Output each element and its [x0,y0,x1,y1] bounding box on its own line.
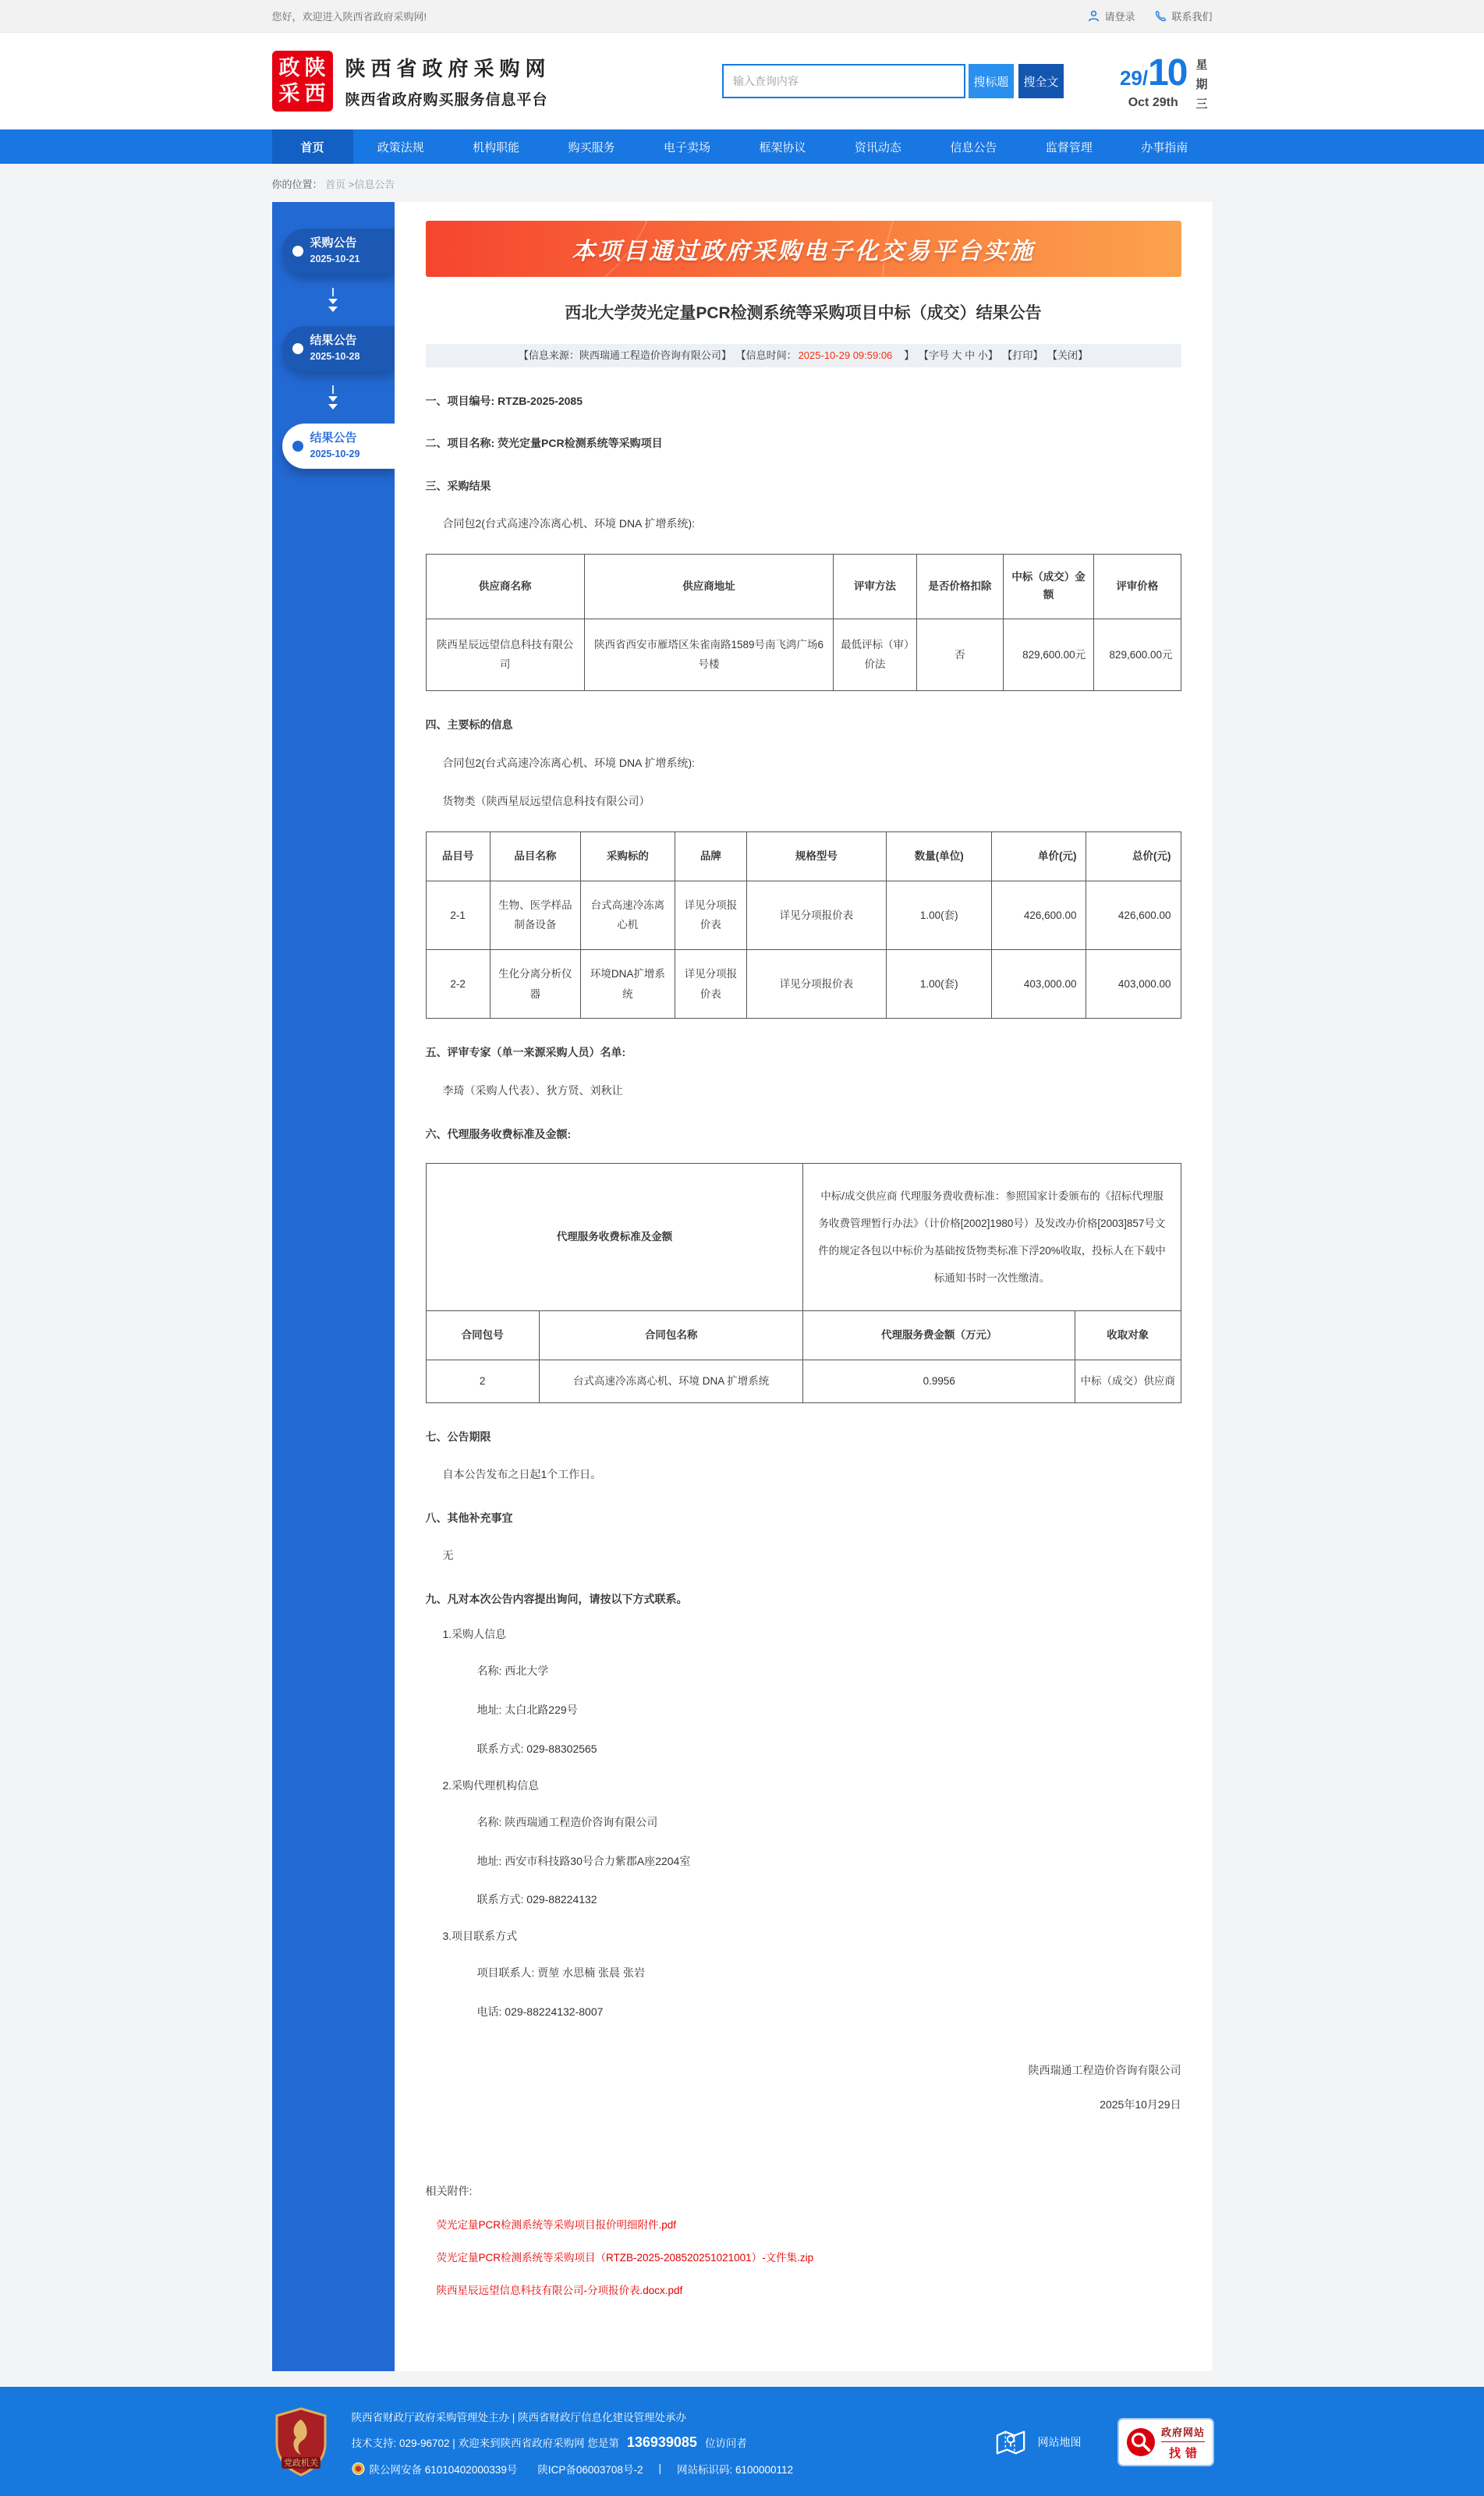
user-icon [1088,10,1100,22]
table-cell: 426,600.00 [992,881,1086,949]
timeline-item-purchase-notice[interactable] [282,229,395,274]
table-header: 是否价格扣除 [916,554,1003,619]
government-emblem-icon [272,2407,330,2477]
nav-item-supervision[interactable]: 监督管理 [1045,140,1093,154]
login-label: 请登录 [1104,11,1135,23]
contact-line: 联系方式: 029-88224132 [476,1893,597,1906]
nav-item-functions[interactable]: 机构职能 [473,140,520,154]
footer-support-line [352,2434,794,2451]
table-header: 评审价格 [1094,554,1181,619]
attachment-link-pdf[interactable]: 荧光定量PCR检测系统等采购项目报价明细附件.pdf [436,2219,677,2232]
police-badge-icon [352,2462,365,2476]
table-cell: 2 [426,1360,539,1402]
table-cell: 代理服务收费标准及金额 [426,1163,803,1310]
contact-group-title: 1.采购人信息 [442,1628,507,1641]
banner-text: 本项目通过政府采购电子化交易平台实施 [572,239,1035,264]
attachment-link-zip[interactable]: 荧光定量PCR检测系统等采购项目（RTZB-2025-208520251021001）-文件集.zip [436,2252,814,2264]
table-cell: 829,600.00元 [1094,619,1181,690]
footer-registration-line [352,2461,794,2476]
sitemap-link[interactable] [994,2427,1082,2458]
signature-company: 陕西瑞通工程造价咨询有限公司 [1028,2063,1181,2076]
breadcrumb-trail[interactable]: 首页 >信息公告 [325,179,395,190]
contact-line: 联系方式: 029-88302565 [476,1742,597,1755]
table-cell: 403,000.00 [1086,950,1181,1019]
search-box [722,64,1064,98]
site-name: 陕西省政府采购网 [345,57,551,80]
table-cell: 中标/成交供应商 代理服务费收费标准：参照国家计委颁布的《招标代理服务收费管理暂行办法》（计价格[2002]1980号）及发改办价格[2003]857号文件的规定各包以中标价为基础按货物类标准下浮20%收取，投标人在下载中标通知书时一次性缴清。 [803,1163,1181,1310]
table-header-row [426,554,1181,619]
section-3-heading: 三、采购结果 [425,479,491,492]
table-cell: 1.00(套) [886,881,992,949]
table-cell: 2-2 [426,950,490,1019]
nav-item-purchase-services[interactable]: 购买服务 [568,140,615,154]
table-header-row [426,1311,1181,1360]
footer-organizer-line: 陕西省财政厅政府采购管理处主办 | 陕西省财政厅信息化建设管理处承办 [351,2411,687,2423]
weekday-label [1195,51,1207,112]
footer-support-suffix: 位访问者 [704,2438,747,2450]
package-line: 合同包2(台式高速冷冻离心机、环境 DNA 扩增系统): [442,517,696,530]
contact-line: 名称: 西北大学 [476,1665,549,1678]
table-header: 规格型号 [746,832,886,881]
timeline-item-result-notice-2[interactable] [282,424,395,469]
emblem-label: 党政机关 [283,2459,318,2469]
section-8-heading: 八、其他补充事宜 [425,1511,513,1524]
section-2-label: 二、项目名称: [425,437,495,450]
section-2-heading [426,434,1181,452]
table-row [426,619,1181,690]
article-meta-bar [426,344,1181,367]
weekday-char: 星 [1195,58,1208,72]
timeline-item-label: 结果公告 [310,431,357,445]
nav-item-emall[interactable]: 电子卖场 [664,140,711,154]
nav-item-framework[interactable]: 框架协议 [759,140,806,154]
timeline-item-label: 结果公告 [310,333,357,347]
table-header: 合同包号 [426,1311,539,1360]
contact-group-title: 2.采购代理机构信息 [442,1778,540,1792]
weekday-char: 三 [1195,97,1208,111]
table-header: 中标（成交）金额 [1003,554,1093,619]
nav-item-guide[interactable]: 办事指南 [1141,140,1188,154]
signature-block [426,2053,1181,2123]
table-cell: 详见分项报价表 [675,881,746,949]
section-5-heading: 五、评审专家（单一来源采购人员）名单: [425,1046,626,1059]
table-cell: 生物、医学样品制备设备 [490,881,580,949]
table-header: 供应商地址 [584,554,833,619]
beian-number[interactable]: 陕公网安备 61010402000339号 [369,2463,518,2476]
welcome-text: 您好，欢迎进入陕西省政府采购网! [271,11,427,23]
visitor-count: 136939085 [626,2434,697,2450]
table-row [426,950,1181,1019]
breadcrumb-label: 你的位置： [271,179,323,190]
timeline-dot-icon [292,246,303,257]
section-4-heading: 四、主要标的信息 [425,718,513,732]
meta-time-close: 】 [894,349,915,361]
contact-line: 地址: 西安市科技路30号合力紫郡A座2204室 [476,1854,691,1867]
font-size-controls[interactable]: 【字号 大 中 小】 [918,349,998,361]
table-header: 品牌 [675,832,746,881]
site-logo[interactable] [272,51,333,112]
timeline-item-date: 2025-10-21 [310,254,360,264]
agency-fee-table [426,1163,1181,1403]
section-6-heading: 六、代理服务收费标准及金额: [425,1127,572,1140]
nav-item-home[interactable]: 首页 [272,129,353,164]
nav-item-news[interactable]: 资讯动态 [854,140,901,154]
table-cell: 2-1 [426,881,490,949]
site-subtitle: 陕西省政府购买服务信息平台 [345,92,548,108]
contact-line: 项目联系人: 贾堃 水思楠 张晨 张岩 [476,1966,645,1980]
table-cell: 陕西省西安市雁塔区朱雀南路1589号南飞鸿广场6号楼 [584,619,833,690]
project-number: RTZB-2025-2085 [498,395,583,407]
nav-item-announcements[interactable]: 信息公告 [950,140,997,154]
sitemap-label: 网站地图 [1037,2436,1082,2449]
meta-source: 【信息来源：陕西瑞通工程造价咨询有限公司】 [518,349,731,361]
table-cell: 否 [916,619,1003,690]
timeline-item-date: 2025-10-28 [310,351,360,362]
search-input[interactable] [722,64,965,98]
date-widget [1120,51,1208,112]
table-cell: 829,600.00元 [1003,619,1093,690]
contact-link[interactable] [1155,9,1212,23]
project-name: 荧光定量PCR检测系统等采购项目 [498,437,663,450]
timeline-item-result-notice-1[interactable] [282,326,395,371]
table-header: 单价(元) [992,832,1086,881]
contact-line: 名称: 陕西瑞通工程造价咨询有限公司 [476,1815,658,1828]
site-error-report-badge[interactable] [1119,2420,1213,2465]
meta-time-label: 【信息时间： [735,349,797,361]
timeline-arrow-icon [272,385,395,410]
contact-line: 电话: 029-88224132-8007 [476,2005,604,2018]
site-footer [0,2387,1484,2496]
category-line: 货物类（陕西星辰远望信息科技有限公司） [442,795,650,808]
table-cell: 陕西星辰远望信息科技有限公司 [426,619,584,690]
table-cell: 最低评标（审）价法 [834,619,916,690]
attachment-link-docx-pdf[interactable]: 陕西星辰远望信息科技有限公司-分项报价表.docx.pdf [436,2285,683,2297]
main-nav [0,129,1484,164]
section-1-label: 一、项目编号: [425,395,495,407]
search-title-button[interactable]: 搜标题 [969,64,1014,98]
breadcrumb [272,164,1213,202]
table-header: 评审方法 [834,554,916,619]
footer-divider: | [658,2462,661,2475]
announcement-period: 自本公告发布之日起1个工作日。 [442,1467,602,1480]
table-header: 品目名称 [490,832,580,881]
phone-icon [1155,10,1167,22]
table-row [426,1360,1181,1402]
icp-number[interactable]: 陕ICP备06003708号-2 [537,2463,643,2476]
table-header: 数量(单位) [886,832,992,881]
table-cell: 1.00(套) [886,950,992,1019]
table-header-row [426,832,1181,881]
timeline-arrow-icon [272,288,395,312]
section-1-heading [426,392,1181,410]
contact-group-title: 3.项目联系方式 [442,1930,518,1943]
site-header [0,33,1484,129]
logo-char: 西 [304,82,326,105]
footer-support-text: 技术支持: 029-96702 | 欢迎来到陕西省政府采购网 您是第 [351,2438,619,2450]
table-cell: 详见分项报价表 [746,881,886,949]
meta-time: 2025-10-29 09:59:06 [798,349,893,361]
attachments-label: 相关附件: [425,2185,473,2198]
table-cell: 426,600.00 [1086,881,1181,949]
table-header: 代理服务费金额（万元） [803,1311,1075,1360]
table-header: 供应商名称 [426,554,584,619]
nav-item-policies[interactable]: 政策法规 [377,140,424,154]
signature-date: 2025年10月29日 [1100,2098,1181,2111]
section-7-heading: 七、公告期限 [425,1430,491,1443]
table-row [426,1163,1181,1310]
table-cell: 台式高速冷冻离心机、环境 DNA 扩增系统 [539,1360,803,1402]
table-cell: 0.9956 [803,1360,1075,1402]
weekday-char: 期 [1195,77,1208,91]
table-cell: 403,000.00 [992,950,1086,1019]
table-header: 收取对象 [1075,1311,1181,1360]
print-button[interactable]: 【打印】 [1002,349,1043,361]
date-month: 10 [1148,51,1187,94]
procurement-result-table [426,554,1181,691]
table-cell: 中标（成交）供应商 [1075,1360,1181,1402]
logo-char: 陕 [304,56,326,80]
date-english: Oct 29th [1128,95,1178,109]
search-fulltext-button[interactable]: 搜全文 [1018,64,1064,98]
timeline-dot-icon [292,343,303,354]
timeline-item-label: 采购公告 [310,236,357,250]
sitemap-map-icon [994,2427,1027,2458]
table-cell: 详见分项报价表 [675,950,746,1019]
date-separator: / [1142,66,1149,90]
login-link[interactable] [1088,9,1135,23]
contact-label: 联系我们 [1171,11,1213,23]
bid-items-table [426,831,1181,1019]
eprocurement-banner [426,221,1181,277]
section-9-heading: 九、凡对本次公告内容提出询问，请按以下方式联系。 [425,1592,688,1605]
table-cell: 环境DNA扩增系统 [580,950,675,1019]
table-row [426,881,1181,949]
table-header: 合同包名称 [539,1311,803,1360]
badge-gov-site-label: 政府网站 [1160,2426,1205,2438]
experts-list: 李琦（采购人代表）、狄方贤、刘秋让 [442,1083,623,1097]
attachments-section [426,2183,1181,2297]
timeline-sidebar [272,202,395,2371]
error-finder-magnifier-icon [1126,2427,1156,2457]
timeline-dot-icon [292,441,303,452]
table-cell: 台式高速冷冻离心机 [580,881,675,949]
logo-char: 政 [278,56,300,80]
table-header: 品目号 [426,832,490,881]
article-panel [395,202,1213,2371]
logo-char: 采 [278,82,300,105]
other-notes: 无 [442,1549,454,1562]
close-button[interactable]: 【关闭】 [1047,349,1089,361]
site-code: 网站标识码: 6100000112 [676,2463,794,2476]
table-cell: 生化分离分析仪器 [490,950,580,1019]
table-header: 总价(元) [1086,832,1181,881]
timeline-item-date: 2025-10-29 [310,448,360,459]
announcement-title: 西北大学荧光定量PCR检测系统等采购项目中标（成交）结果公告 [565,304,1042,322]
topbar [0,0,1484,33]
date-day: 29 [1119,66,1142,90]
badge-divider [1161,2441,1205,2442]
badge-find-error-label: 找错 [1168,2446,1202,2460]
table-header: 采购标的 [580,832,675,881]
table-cell: 详见分项报价表 [746,950,886,1019]
contact-line: 地址: 太白北路229号 [476,1704,578,1717]
package-line: 合同包2(台式高速冷冻离心机、环境 DNA 扩增系统): [442,756,696,769]
